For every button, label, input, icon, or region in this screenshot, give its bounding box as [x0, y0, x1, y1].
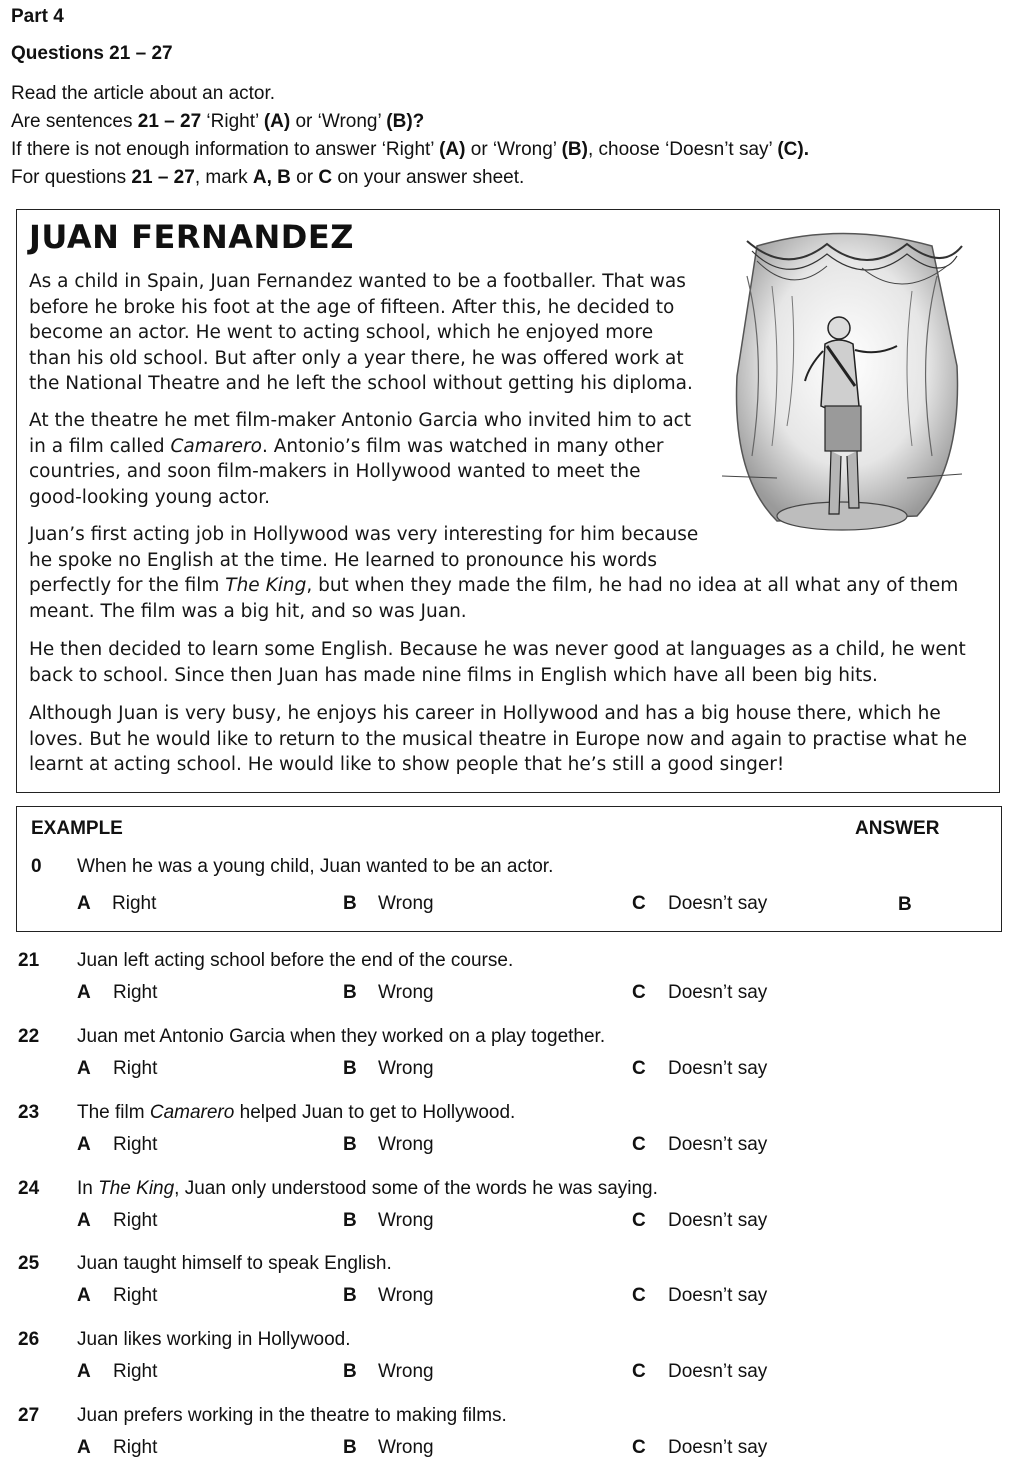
option-c-letter: C — [632, 1134, 646, 1155]
option-a-label: Right — [113, 1361, 158, 1382]
option-c-label: Doesn’t say — [668, 1134, 768, 1155]
option-a-label: Right — [113, 1058, 158, 1079]
example-label: EXAMPLE — [31, 818, 123, 839]
option-c-letter: C — [632, 1058, 646, 1079]
option-b-label: Wrong — [378, 982, 434, 1003]
option-c-label: Doesn’t say — [668, 1285, 768, 1306]
option-c-letter: C — [632, 1437, 646, 1458]
question-number: 22 — [18, 1026, 40, 1047]
question-number: 27 — [18, 1405, 40, 1426]
option-b-letter: B — [343, 982, 357, 1003]
option-c-label: Doesn’t say — [668, 893, 768, 914]
question-number: 23 — [18, 1102, 40, 1123]
article-paragraph-5: Although Juan is very busy, he enjoys his career in Hollywood and has a big house there, which he loves. But he would like to return to the musical theatre in Europe now and again to practise what he learnt at acting school. He would like to show people that he’s still a good singer! — [29, 703, 967, 775]
instruction-line-2: Are sentences 21 – 27 ‘Right’ (A) or ‘Wrong’ (B)? — [11, 111, 425, 132]
option-b-letter: B — [343, 1058, 357, 1079]
option-a-label: Right — [113, 1134, 158, 1155]
option-c-label: Doesn’t say — [668, 982, 768, 1003]
question-text: The film Camarero helped Juan to get to Hollywood. — [77, 1102, 516, 1123]
option-b-label: Wrong — [378, 893, 434, 914]
article-paragraph-3: Juan’s first acting job in Hollywood was very interesting for him because he spoke no English at the time. He learned to pronounce his words perfectly for the film The King, but when they made the film, he had no idea at all what any of them meant. The film was a big hit, and so was Juan. — [29, 524, 959, 622]
option-b-letter: B — [343, 1285, 357, 1306]
question-text: Juan met Antonio Garcia when they worked on a play together. — [77, 1026, 606, 1047]
option-a-label: Right — [113, 1437, 158, 1458]
actor-on-stage-illustration — [717, 216, 967, 556]
option-c-label: Doesn’t say — [668, 1437, 768, 1458]
option-a-letter: A — [77, 1210, 91, 1231]
question-number: 21 — [18, 950, 40, 971]
option-c-letter: C — [632, 982, 646, 1003]
question-27 — [0, 1405, 1024, 1467]
example-text: When he was a young child, Juan wanted to be an actor. — [77, 856, 554, 877]
option-c-label: Doesn’t say — [668, 1361, 768, 1382]
option-a-label: Right — [113, 1210, 158, 1231]
questions-range-heading: Questions 21 – 27 — [11, 43, 173, 64]
option-a-letter: A — [77, 1285, 91, 1306]
question-number: 26 — [18, 1329, 40, 1350]
instruction-line-3: If there is not enough information to answer ‘Right’ (A) or ‘Wrong’ (B), choose ‘Doesn’t say’ (C). — [11, 139, 810, 160]
option-b-label: Wrong — [378, 1058, 434, 1079]
option-a-letter: A — [77, 893, 91, 914]
option-a-label: Right — [113, 1285, 158, 1306]
option-b-label: Wrong — [378, 1134, 434, 1155]
option-b-letter: B — [343, 1134, 357, 1155]
question-number: 24 — [18, 1178, 40, 1199]
question-text: Juan left acting school before the end of the course. — [77, 950, 514, 971]
option-a-letter: A — [77, 982, 91, 1003]
article-paragraph-2: At the theatre he met film-maker Antonio Garcia who invited him to act in a film called Camarero. Antonio’s film was watched in many other countries, and soon film-makers in Hollywood wanted to meet the good-looking young actor. — [29, 410, 692, 508]
answer-label: ANSWER — [855, 818, 940, 839]
option-a-label: Right — [112, 893, 157, 914]
question-text: Juan likes working in Hollywood. — [77, 1329, 351, 1350]
instruction-line-4: For questions 21 – 27, mark A, B or C on your answer sheet. — [11, 167, 525, 188]
option-b-letter: B — [343, 1437, 357, 1458]
option-c-label: Doesn’t say — [668, 1210, 768, 1231]
instruction-line-1: Read the article about an actor. — [11, 83, 276, 104]
option-b-letter: B — [343, 1210, 357, 1231]
question-number: 25 — [18, 1253, 40, 1274]
article-box — [16, 209, 1000, 793]
part-heading: Part 4 — [11, 6, 64, 27]
example-number: 0 — [31, 856, 42, 877]
article-paragraph-1: As a child in Spain, Juan Fernandez wanted to be a footballer. That was before he broke his foot at the age of fifteen. After this, he decided to become an actor. He went to acting school, which he enjoyed more than his old school. But after only a year there, he was offered work at the National Theatre and he left the school without getting his diploma. — [29, 271, 693, 394]
article-paragraph-4: He then decided to learn some English. Because he was never good at languages as a child, he went back to school. Since then Juan has made nine films in English which have all been big hits. — [29, 639, 966, 686]
option-b-label: Wrong — [378, 1437, 434, 1458]
option-c-letter: C — [632, 1285, 646, 1306]
option-b-label: Wrong — [378, 1210, 434, 1231]
option-b-letter: B — [343, 893, 357, 914]
option-a-letter: A — [77, 1058, 91, 1079]
example-answer: B — [898, 894, 912, 915]
option-b-letter: B — [343, 1361, 357, 1382]
option-a-label: Right — [113, 982, 158, 1003]
question-text: Juan prefers working in the theatre to making films. — [77, 1405, 507, 1426]
option-b-label: Wrong — [378, 1285, 434, 1306]
option-b-label: Wrong — [378, 1361, 434, 1382]
option-c-label: Doesn’t say — [668, 1058, 768, 1079]
option-a-letter: A — [77, 1134, 91, 1155]
option-a-letter: A — [77, 1361, 91, 1382]
question-text: Juan taught himself to speak English. — [77, 1253, 392, 1274]
option-c-letter: C — [632, 1210, 646, 1231]
example-box — [16, 806, 1002, 932]
article-title: JUAN FERNANDEZ — [29, 218, 354, 256]
question-text: In The King, Juan only understood some of the words he was saying. — [77, 1178, 658, 1199]
option-c-letter: C — [632, 893, 646, 914]
option-a-letter: A — [77, 1437, 91, 1458]
option-c-letter: C — [632, 1361, 646, 1382]
